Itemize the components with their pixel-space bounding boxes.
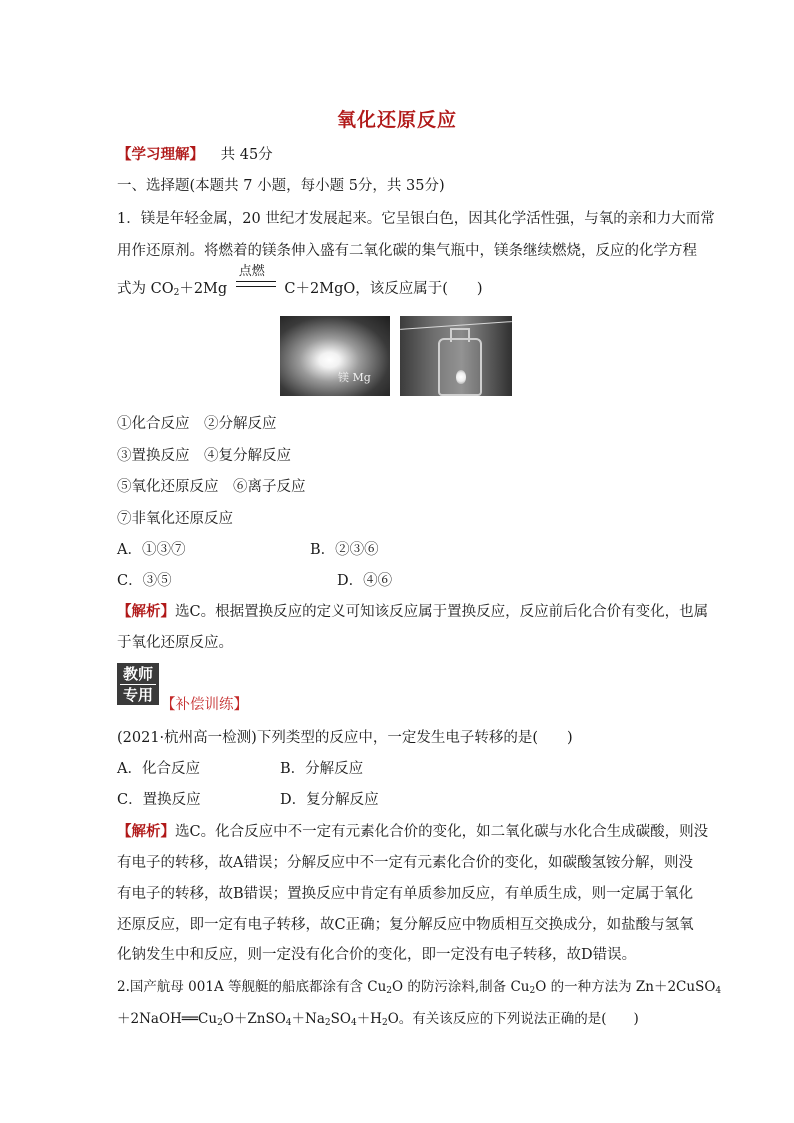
q1-option-a: A．①③⑦ bbox=[117, 542, 186, 558]
supp-option-a: A．化合反应 bbox=[117, 761, 200, 777]
q2-text-e: ＋H bbox=[356, 1011, 382, 1027]
supp-analysis-line-2: 有电子的转移，故A错误；分解反应中不一定有元素化合价的变化，如碳酸氢铵分解，则没 bbox=[117, 855, 693, 871]
statement-2: ③置换反应 ④复分解反应 bbox=[117, 448, 291, 464]
jar-icon bbox=[438, 338, 482, 396]
q1-option-c: C．③⑤ bbox=[117, 573, 172, 589]
reaction-condition: 点燃 bbox=[238, 264, 265, 279]
q2-sub: 2 bbox=[529, 986, 536, 996]
q1-option-d: D．④⑥ bbox=[337, 573, 393, 589]
q2-text-a: ＋2NaOH══Cu bbox=[117, 1011, 218, 1027]
flame-icon bbox=[456, 370, 466, 384]
q2-line-1 bbox=[117, 978, 721, 1000]
q2-text-c: O 的一种方法为 Zn＋2CuSO bbox=[535, 979, 716, 995]
q1-eq-sub: 2 bbox=[173, 288, 180, 298]
q2-sub: 2 bbox=[381, 1018, 388, 1028]
statement-1: ①化合反应 ②分解反应 bbox=[117, 416, 277, 432]
reaction-arrow bbox=[236, 264, 276, 293]
q1-analysis-line-2: 于氧化还原反应。 bbox=[117, 635, 233, 651]
q1-eq-suffix: C＋2MgO，该反应属于( ) bbox=[284, 281, 483, 297]
q1-analysis-tag: 【解析】 bbox=[117, 603, 175, 620]
q2-sub: 4 bbox=[285, 1018, 292, 1028]
q2-sub: 2 bbox=[386, 986, 393, 996]
supp-analysis-tag: 【解析】 bbox=[117, 823, 175, 840]
q1-line-2: 用作还原剂。将燃着的镁条伸入盛有二氧化碳的集气瓶中，镁条继续燃烧，反应的化学方程 bbox=[117, 243, 697, 259]
q2-text-b: O＋ZnSO bbox=[222, 1011, 286, 1027]
q1-line-3 bbox=[117, 264, 483, 302]
equals-sign bbox=[236, 281, 276, 287]
badge-row-2: 专用 bbox=[120, 684, 156, 705]
q1-eq-prefix: 式为 CO bbox=[117, 281, 174, 297]
q2-sub: 2 bbox=[217, 1018, 223, 1028]
burning-magnesium-photo bbox=[280, 316, 390, 396]
supp-option-d: D．复分解反应 bbox=[280, 792, 379, 808]
section-heading bbox=[117, 146, 273, 164]
q1-analysis-text: 选C。根据置换反应的定义可知该反应属于置换反应，反应前后化合价有变化，也属 bbox=[175, 604, 709, 620]
statement-3: ⑤氧化还原反应 ⑥离子反应 bbox=[117, 479, 306, 495]
badge-row-1: 教师 bbox=[122, 665, 153, 683]
gas-jar-photo bbox=[400, 316, 512, 396]
part-heading: 一、选择题(本题共 7 小题，每小题 5分，共 35分) bbox=[117, 178, 445, 194]
supplement-tag: 【补偿训练】 bbox=[161, 697, 248, 713]
statement-4: ⑦非氧化还原反应 bbox=[117, 511, 233, 527]
q2-line-2 bbox=[117, 1010, 639, 1032]
supp-option-b: B．分解反应 bbox=[280, 761, 364, 777]
q2-sub: 4 bbox=[350, 1018, 357, 1028]
q2-sub: 2 bbox=[324, 1018, 331, 1028]
photo-label: 镁 Mg bbox=[338, 371, 371, 384]
q2-text-b: O 的防污涂料,制备 Cu bbox=[392, 979, 530, 995]
q2-text-a: 2.国产航母 001A 等舰艇的船底都涂有含 Cu bbox=[117, 979, 387, 995]
section-score: 共 45分 bbox=[220, 147, 273, 163]
supp-analysis-line-4: 还原反应，即一定有电子转移，故C正确；复分解反应中物质相互交换成分，如盐酸与氢氧 bbox=[117, 917, 694, 933]
page-title: 氧化还原反应 bbox=[336, 109, 457, 131]
q1-eq-mid: ＋2Mg bbox=[179, 281, 228, 297]
supp-analysis-line-1 bbox=[117, 823, 708, 841]
section-tag: 【学习理解】 bbox=[117, 146, 204, 163]
supplement-question: (2021·杭州高一检测)下列类型的反应中，一定发生电子转移的是( ) bbox=[117, 730, 573, 746]
supp-analysis-line-5: 化钠发生中和反应，则一定没有化合价的变化，即一定没有电子转移，故D错误。 bbox=[117, 947, 637, 963]
q2-text-c: ＋Na bbox=[291, 1011, 325, 1027]
q2-text-d: SO bbox=[330, 1011, 351, 1027]
teacher-badge bbox=[117, 663, 159, 705]
q1-option-b: B．②③⑥ bbox=[310, 542, 379, 558]
q2-text-f: O。有关该反应的下列说法正确的是( ) bbox=[387, 1011, 639, 1027]
supp-analysis-line-3: 有电子的转移，故B错误；置换反应中肯定有单质参加反应，有单质生成，则一定属于氧化 bbox=[117, 886, 694, 902]
supp-option-c: C．置换反应 bbox=[117, 792, 201, 808]
q1-analysis-line-1 bbox=[117, 603, 708, 621]
q2-sub: 4 bbox=[715, 986, 722, 996]
supp-analysis-text: 选C。化合反应中不一定有元素化合价的变化，如二氧化碳与水化合生成碳酸，则没 bbox=[175, 824, 709, 840]
q1-line-1: 1．镁是年轻金属，20 世纪才发展起来。它呈银白色，因其化学活性强，与氧的亲和力大而常 bbox=[117, 211, 715, 227]
